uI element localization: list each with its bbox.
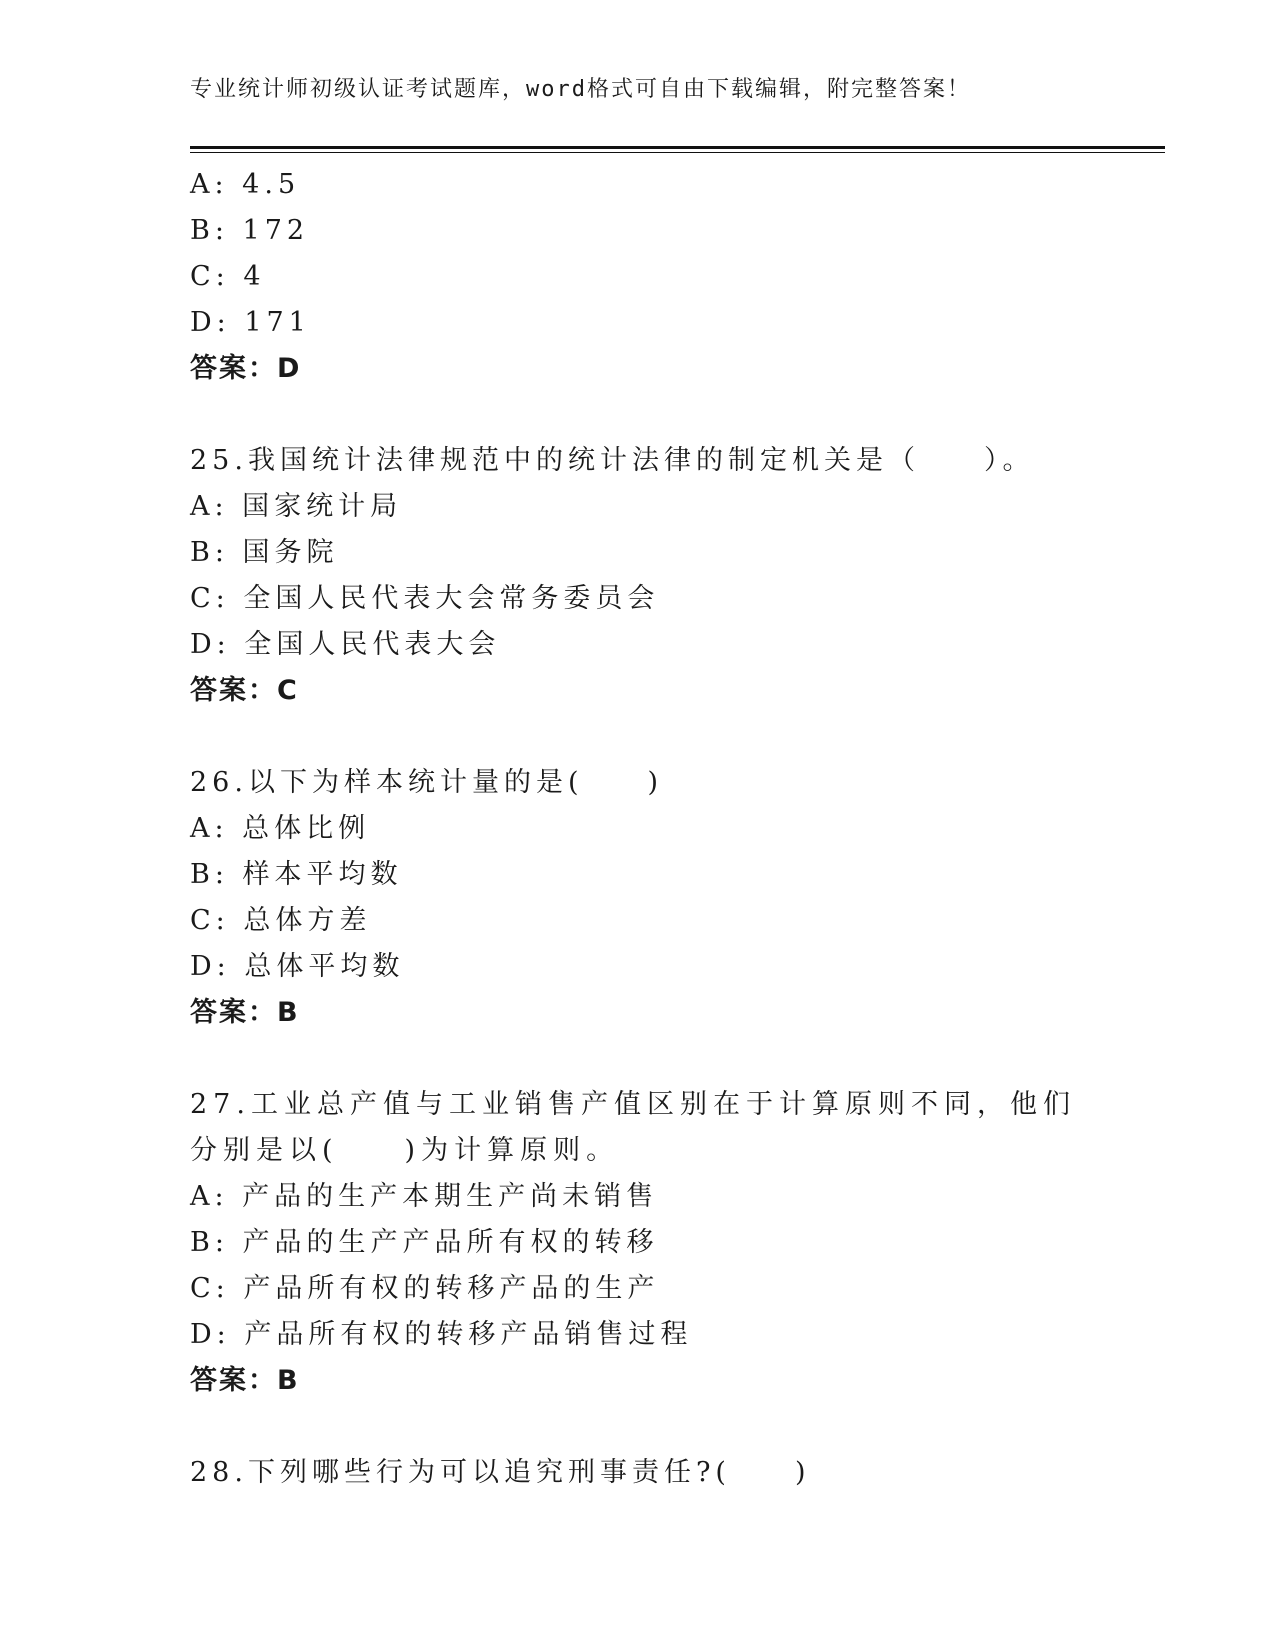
- q27-answer: 答案：B: [190, 1365, 300, 1396]
- q24-option-a: A: 4.5: [190, 169, 301, 200]
- page-header: 专业统计师初级认证考试题库，word格式可自由下载编辑，附完整答案！: [190, 77, 971, 102]
- q27-option-d: D: 产品所有权的转移产品销售过程: [190, 1319, 693, 1350]
- q27-option-c: C: 产品所有权的转移产品的生产: [190, 1273, 660, 1304]
- q26-answer: 答案：B: [190, 997, 300, 1028]
- q27-option-a: A: 产品的生产本期生产尚未销售: [190, 1181, 659, 1212]
- header-rule-thin: [190, 152, 1165, 153]
- q24-option-d: D: 171: [190, 307, 311, 338]
- q26-option-d: D: 总体平均数: [190, 951, 405, 982]
- q25-option-d: D: 全国人民代表大会: [190, 629, 501, 660]
- q26-option-a: A: 总体比例: [190, 813, 371, 844]
- question-content: [190, 162, 1090, 1496]
- q25-answer: 答案：C: [190, 675, 299, 706]
- q25-option-b: B: 国务院: [190, 537, 339, 568]
- q25-option-c: C: 全国人民代表大会常务委员会: [190, 583, 660, 614]
- q27-option-b: B: 产品的生产产品所有权的转移: [190, 1227, 659, 1258]
- q25-option-a: A: 国家统计局: [190, 491, 403, 522]
- q28-stem: 28.下列哪些行为可以追究刑事责任?( ): [190, 1457, 811, 1488]
- q24-answer: 答案：D: [190, 353, 302, 384]
- q26-option-b: B: 样本平均数: [190, 859, 403, 890]
- q27-stem: 27.工业总产值与工业销售产值区别在于计算原则不同，他们分别是以( )为计算原则。: [190, 1089, 1076, 1166]
- q26-stem: 26.以下为样本统计量的是( ): [190, 767, 664, 798]
- q26-option-c: C: 总体方差: [190, 905, 372, 936]
- q24-option-b: B: 172: [190, 215, 310, 246]
- q24-option-c: C: 4: [190, 261, 266, 292]
- q25-stem: 25.我国统计法律规范中的统计法律的制定机关是（ ）。: [190, 445, 1035, 476]
- header-rule-thick: [190, 146, 1165, 149]
